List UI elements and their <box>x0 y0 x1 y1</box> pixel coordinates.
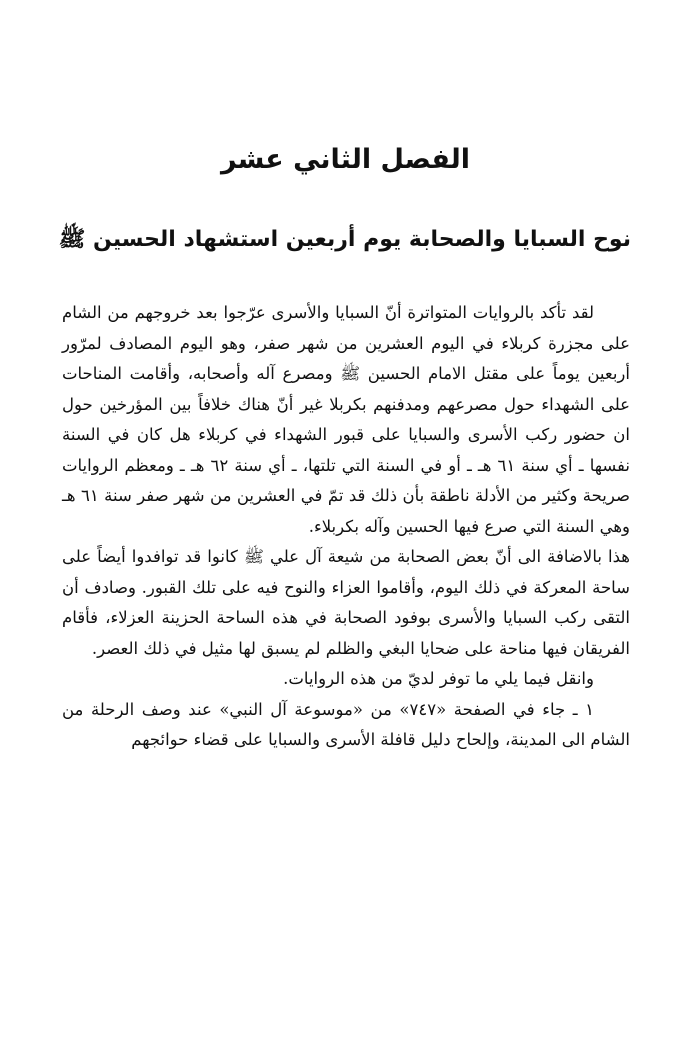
paragraph: ١ ـ جاء في الصفحة «٧٤٧» من «موسوعة آل النبي» عند وصف الرحلة من الشام الى المدينة، وإلحاح دليل قافلة الأسرى والسبايا على قضاء حوائجهم <box>62 699 630 749</box>
paragraph: وانقل فيما يلي ما توفر لديّ من هذه الروايات. <box>283 669 594 688</box>
paragraph: هذا بالاضافة الى أنّ بعض الصحابة من شيعة آل علي ﷺ كانوا قد توافدوا أيضاً على ساحة المعركة في ذلك اليوم، وأقاموا العزاء والنوح فيه على تلك القبور. وصادف أن التقى ركب السبايا والأسرى بوفود الصحابة في هذه الساحة الحزينة العزلاء، فأقام الفريقان فيها مناحة على ضحايا البغي والظلم لم يسبق لها مثيل في ذلك العصر. <box>62 547 630 658</box>
body-text <box>62 298 630 756</box>
chapter-subtitle: نوح السبايا والصحابة يوم أربعين استشهاد الحسين ﷺ <box>58 227 631 252</box>
paragraph: لقد تأكد بالروايات المتواترة أنّ السبايا والأسرى عرّجوا بعد خروجهم من الشام على مجزرة كربلاء في اليوم العشرين من شهر صفر، وهو اليوم المصادف لمرّور أربعين يوماً على مقتل الامام الحسين ﷺ ومصرع آله وأصحابه، وأقامت المناحات على الشهداء حول مصرعهم ومدفنهم بكربلا غير أنّ هناك خلافاً بين المؤرخين حول ان حضور ركب الأسرى والسبايا على قبور الشهداء في كربلاء هل كان في السنة نفسها ـ أي سنة ٦١ هـ ـ أو في السنة التي تلتها، ـ أي سنة ٦٢ هـ ـ ومعظم الروايات صريحة وكثير من الأدلة ناطقة بأن ذلك قد تمّ في العشرين من شهر صفر سنة ٦١ هـ وهي السنة التي صرع فيها الحسين وآله بكربلاء. <box>62 303 631 536</box>
chapter-title: الفصل الثاني عشر <box>220 144 471 175</box>
